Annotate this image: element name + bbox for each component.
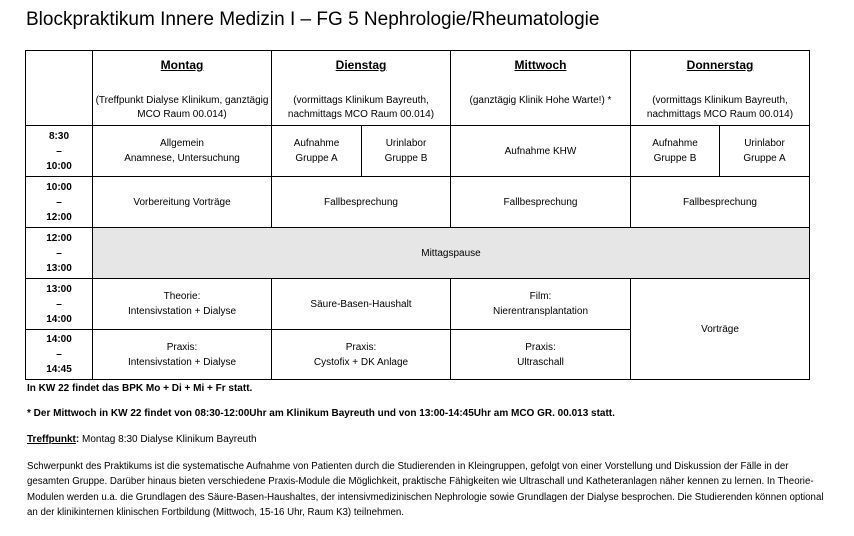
time-slot <box>26 228 93 279</box>
cell-line: Intensivstation + Dialyse <box>127 306 237 317</box>
time-dash: – <box>56 349 62 360</box>
cell-mittwoch <box>451 330 631 380</box>
cell-montag <box>93 126 272 177</box>
cell-line: Ultraschall <box>517 356 564 368</box>
cell-donnerstag-a <box>631 126 720 177</box>
cell-mittwoch: Aufnahme KHW <box>451 126 631 177</box>
schedule-row <box>26 279 810 330</box>
time-slot <box>26 126 93 177</box>
day-name: Mittwoch <box>514 58 567 72</box>
cell-line: Nierentransplantation <box>492 306 589 317</box>
time-start: 14:00 <box>46 334 72 345</box>
time-dash: – <box>56 196 62 208</box>
cell-line: Gruppe B <box>653 153 697 164</box>
time-start: 8:30 <box>48 130 69 142</box>
meeting-point-label: Treffpunkt <box>27 434 76 445</box>
cell-donnerstag-b <box>720 126 810 177</box>
schedule-row <box>26 228 810 279</box>
cell-line: Aufnahme <box>293 138 340 149</box>
day-note: (ganztägig Klinik Hohe Warte!) * <box>469 95 612 106</box>
time-slot <box>26 279 93 330</box>
meeting-point-text: Montag 8:30 Dialyse Klinikum Bayreuth <box>79 434 257 445</box>
day-note: (Treffpunkt Dialyse Klinikum, ganztägig MCO Raum 00.014) <box>95 95 269 120</box>
corner-cell <box>26 51 93 126</box>
cell-line: Gruppe A <box>295 153 338 164</box>
day-header-mittwoch <box>451 51 631 126</box>
meeting-point-note <box>27 434 257 445</box>
cell-line: Cystofix + DK Anlage <box>313 356 409 368</box>
cell-line: Film: <box>529 291 552 302</box>
cell-line: Urinlabor <box>385 138 427 149</box>
schedule-row <box>26 126 810 177</box>
day-header-dienstag <box>272 51 451 126</box>
day-header-montag <box>93 51 272 126</box>
day-name: Dienstag <box>335 58 387 72</box>
cell-donnerstag: Vorträge <box>631 279 810 380</box>
cell-line: Aufnahme <box>652 138 698 149</box>
cell-line: Allgemein <box>160 138 204 149</box>
time-start: 10:00 <box>46 181 72 193</box>
cell-line: Praxis: <box>166 341 198 353</box>
cell-line: Praxis: <box>525 341 556 353</box>
time-end: 10:00 <box>46 160 72 172</box>
time-slot <box>26 330 93 380</box>
cell-line: Anamnese, Untersuchung <box>124 153 240 164</box>
wednesday-note: * Der Mittwoch in KW 22 findet von 08:30-12:00Uhr am Klinikum Bayreuth und von 13:00-14:45Uhr am MCO GR. 00.013 statt. <box>27 408 615 419</box>
kw-note: In KW 22 findet das BPK Mo + Di + Mi + Fr statt. <box>27 383 253 394</box>
cell-dienstag-a <box>272 126 362 177</box>
cell-montag <box>93 279 272 330</box>
time-start: 12:00 <box>46 232 72 244</box>
cell-line: Intensivstation + Dialyse <box>127 356 237 368</box>
cell-dienstag: Fallbesprechung <box>272 177 451 228</box>
time-slot <box>26 177 93 228</box>
lunch-break-cell: Mittagspause <box>93 228 810 279</box>
time-end: 14:45 <box>46 364 72 375</box>
day-note: (vormittags Klinikum Bayreuth, nachmittags MCO Raum 00.014) <box>646 95 794 120</box>
cell-line: Urinlabor <box>744 138 785 149</box>
page-title: Blockpraktikum Innere Medizin I – FG 5 Nephrologie/Rheumatologie <box>26 9 600 30</box>
day-header-donnerstag <box>631 51 810 126</box>
schedule-table <box>25 50 810 380</box>
header-row <box>26 51 810 126</box>
cell-mittwoch: Fallbesprechung <box>451 177 631 228</box>
cell-line: Gruppe A <box>743 153 786 164</box>
time-dash: – <box>56 145 62 157</box>
description-paragraph: Schwerpunkt des Praktikums ist die systematische Aufnahme von Patienten durch die Studierenden in Kleingruppen, gefolgt von einer Vorstellung und Diskussion der Fälle in der gesamten Gruppe. Darüber hinaus bieten verschiedene Praxis-Module die Möglichkeit, praktische Fähigkeiten wie Ultraschall und Katheteranlagen näher kennen zu lernen. In Theorie-Modulen werden u.a. die Grundlagen des Säure-Basen-Haushaltes, der intensivmedizinischen Nephrologie sowie Grundlagen der Dialyse besprochen. Die Studierenden können optional an der klinikinternen klinischen Fortbildung (Mittwoch, 15-16 Uhr, Raum K3) teilnehmen. <box>27 461 824 518</box>
time-dash: – <box>56 247 62 259</box>
cell-dienstag <box>272 330 451 380</box>
day-note: (vormittags Klinikum Bayreuth, nachmittags MCO Raum 00.014) <box>287 95 435 120</box>
cell-dienstag-b <box>362 126 451 177</box>
cell-line: Gruppe B <box>384 153 428 164</box>
cell-dienstag: Säure-Basen-Haushalt <box>272 279 451 330</box>
schedule-row <box>26 177 810 228</box>
day-name: Montag <box>160 58 204 72</box>
time-end: 14:00 <box>46 313 72 325</box>
time-dash: – <box>56 298 62 310</box>
day-name: Donnerstag <box>686 58 754 72</box>
time-end: 13:00 <box>46 262 72 274</box>
cell-line: Praxis: <box>345 341 377 353</box>
time-start: 13:00 <box>46 283 72 295</box>
cell-montag <box>93 330 272 380</box>
time-end: 12:00 <box>46 211 72 223</box>
cell-mittwoch <box>451 279 631 330</box>
cell-donnerstag: Fallbesprechung <box>631 177 810 228</box>
meeting-point-colon: : <box>75 434 80 445</box>
cell-montag: Vorbereitung Vorträge <box>93 177 272 228</box>
cell-line: Theorie: <box>163 291 201 302</box>
